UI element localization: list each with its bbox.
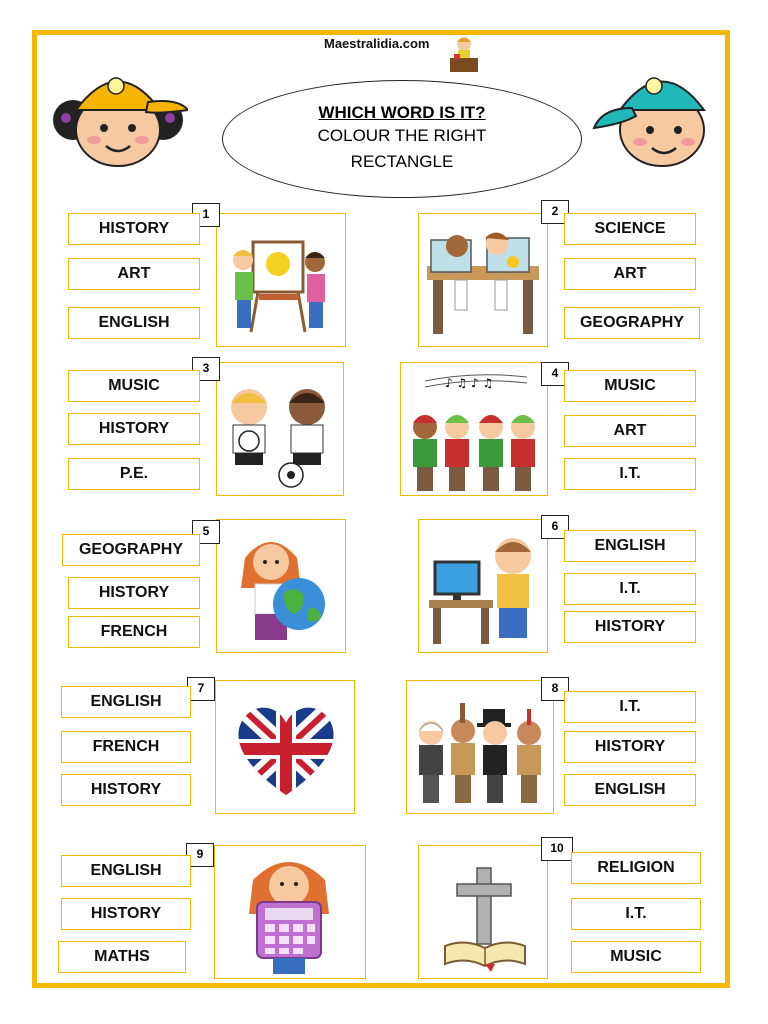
children-singing-icon <box>405 367 545 493</box>
item-number-1: 1 <box>192 203 220 227</box>
item-number-6: 6 <box>541 515 569 539</box>
svg-text:♪ ♫ ♪ ♫: ♪ ♫ ♪ ♫ <box>445 376 494 390</box>
picture-box-10 <box>418 845 548 979</box>
item-number-10: 10 <box>541 837 573 861</box>
option-1-a[interactable]: HISTORY <box>68 213 200 245</box>
option-4-a[interactable]: MUSIC <box>564 370 696 402</box>
teacher-desk-icon <box>448 34 480 76</box>
picture-box-2 <box>418 213 548 347</box>
option-7-b[interactable]: FRENCH <box>61 731 191 763</box>
item-number-4: 4 <box>541 362 569 386</box>
children-lab-icon <box>425 226 543 336</box>
site-name: Maestralidia.com <box>324 36 430 51</box>
picture-box-7 <box>215 680 355 814</box>
option-1-c[interactable]: ENGLISH <box>68 307 200 339</box>
picture-box-5 <box>216 519 346 653</box>
option-9-b[interactable]: HISTORY <box>61 898 191 930</box>
option-8-a[interactable]: I.T. <box>564 691 696 723</box>
picture-box-4 <box>400 362 548 496</box>
option-2-b[interactable]: ART <box>564 258 696 290</box>
option-6-a[interactable]: ENGLISH <box>564 530 696 562</box>
picture-box-9 <box>214 845 366 979</box>
option-8-b[interactable]: HISTORY <box>564 731 696 763</box>
cross-bible-icon <box>435 860 535 972</box>
union-jack-heart-icon <box>232 699 340 799</box>
option-10-a[interactable]: RELIGION <box>571 852 701 884</box>
option-6-c[interactable]: HISTORY <box>564 611 696 643</box>
children-painting-icon <box>223 232 339 336</box>
option-5-b[interactable]: HISTORY <box>68 577 200 609</box>
option-8-c[interactable]: ENGLISH <box>564 774 696 806</box>
option-9-c[interactable]: MATHS <box>58 941 186 973</box>
option-10-b[interactable]: I.T. <box>571 898 701 930</box>
item-number-5: 5 <box>192 520 220 544</box>
item-number-2: 2 <box>541 200 569 224</box>
item-number-8: 8 <box>541 677 569 701</box>
option-3-b[interactable]: HISTORY <box>68 413 200 445</box>
boy-cap-icon <box>592 58 722 168</box>
girl-calculator-icon <box>239 850 343 976</box>
picture-box-1 <box>216 213 346 347</box>
page-title: WHICH WORD IS IT? <box>318 103 486 122</box>
item-number-9: 9 <box>186 843 214 867</box>
option-1-b[interactable]: ART <box>68 258 200 290</box>
option-3-a[interactable]: MUSIC <box>68 370 200 402</box>
option-6-b[interactable]: I.T. <box>564 573 696 605</box>
item-number-3: 3 <box>192 357 220 381</box>
picture-box-6 <box>418 519 548 653</box>
option-5-a[interactable]: GEOGRAPHY <box>62 534 200 566</box>
option-4-b[interactable]: ART <box>564 415 696 447</box>
option-2-a[interactable]: SCIENCE <box>564 213 696 245</box>
instruction-line-1: COLOUR THE RIGHT <box>317 126 487 145</box>
boy-computer-icon <box>425 534 543 646</box>
option-5-c[interactable]: FRENCH <box>68 616 200 648</box>
option-7-a[interactable]: ENGLISH <box>61 686 191 718</box>
option-2-c[interactable]: GEOGRAPHY <box>564 307 700 339</box>
option-9-a[interactable]: ENGLISH <box>61 855 191 887</box>
girl-cap-icon <box>48 58 188 168</box>
option-4-c[interactable]: I.T. <box>564 458 696 490</box>
pilgrims-natives-icon <box>411 687 551 809</box>
instruction-line-2: RECTANGLE <box>350 152 454 171</box>
option-3-c[interactable]: P.E. <box>68 458 200 490</box>
option-10-c[interactable]: MUSIC <box>571 941 701 973</box>
item-number-7: 7 <box>187 677 215 701</box>
picture-box-8 <box>406 680 554 814</box>
girl-globe-icon <box>231 528 335 648</box>
option-7-c[interactable]: HISTORY <box>61 774 191 806</box>
picture-box-3 <box>216 362 344 496</box>
title-ellipse <box>222 80 582 198</box>
boys-football-icon <box>221 381 341 491</box>
